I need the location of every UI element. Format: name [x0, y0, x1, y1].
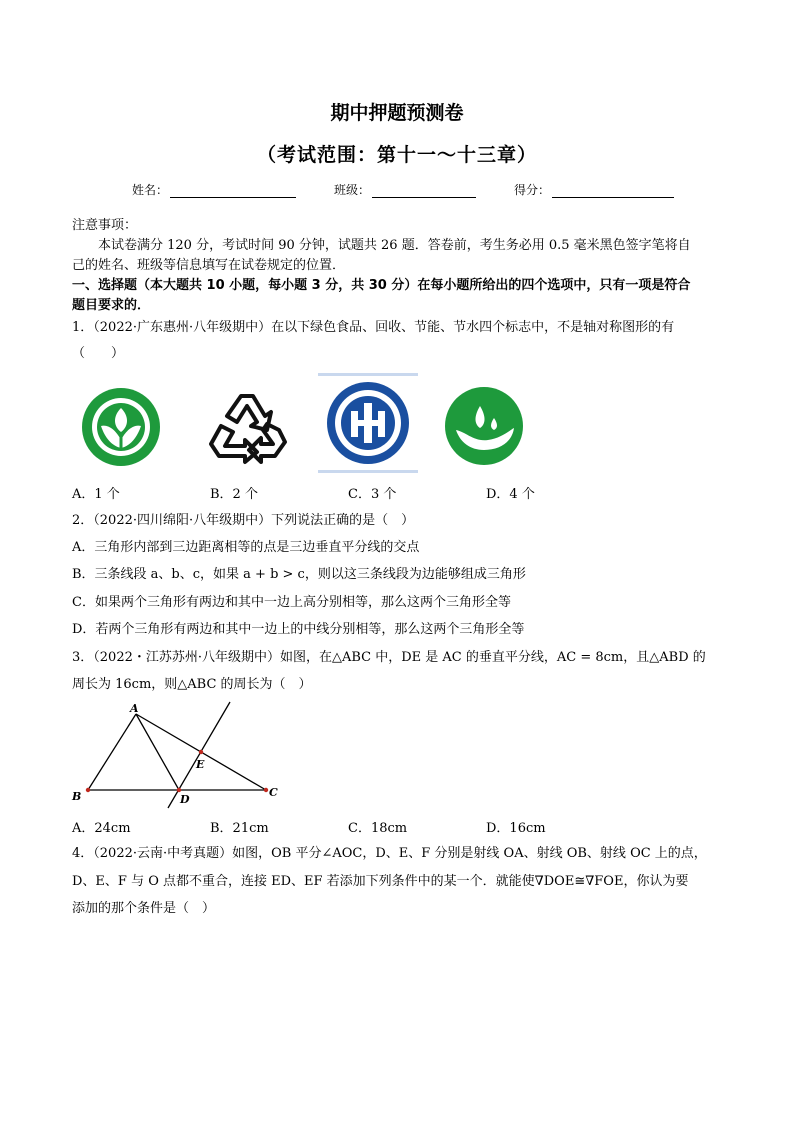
q3-line-1: 3．（2022・江苏苏州·八年级期中）如图，在△ABC 中，DE 是 AC 的垂直平分线，AC = 8cm，且△ABD 的	[72, 650, 706, 665]
notice-block	[72, 216, 727, 276]
section-heading	[72, 276, 727, 316]
name-field[interactable]	[132, 181, 296, 198]
q1-line-1: 1．（2022·广东惠州·八年级期中）在以下绿色食品、回收、节能、节水四个标志中，不是轴对称图形的有	[72, 320, 675, 335]
class-field[interactable]	[334, 181, 476, 198]
name-blank[interactable]	[170, 183, 296, 198]
q4-line-2: D、E、F 与 O 点都不重合，连接 ED、EF 若添加下列条件中的某一个．就能使∇DOE≅∇FOE，你认为要	[72, 874, 689, 889]
q2-option-c[interactable]: C．如果两个三角形有两边和其中一边上高分别相等，那么这两个三角形全等	[72, 595, 511, 610]
q3-option-a[interactable]: A．24cm	[72, 821, 131, 836]
energy-saving-logo-icon	[318, 373, 418, 473]
point-b	[86, 788, 90, 792]
label-b: B	[72, 790, 82, 803]
q2-option-a[interactable]: A．三角形内部到三边距离相等的点是三边垂直平分线的交点	[72, 540, 420, 555]
q4-line-3: 添加的那个条件是（ ）	[72, 901, 216, 916]
q2-option-d[interactable]: D．若两个三角形有两边和其中一边上的中线分别相等，那么这两个三角形全等	[72, 622, 525, 637]
segment-ad	[136, 714, 179, 790]
point-d	[177, 788, 181, 792]
page-subtitle: （考试范围：第十一～十三章）	[256, 144, 537, 166]
notice-line-2: 己的姓名、班级等信息填写在试卷规定的位置．	[72, 258, 346, 273]
q1-option-b[interactable]: B．2 个	[210, 487, 258, 502]
q3-line-2: 周长为 16cm，则△ABC 的周长为（ ）	[72, 677, 312, 692]
q2-option-b[interactable]: B．三条线段 a、b、c，如果 a + b > c，则以这三条线段为边能够组成三角形	[72, 567, 526, 582]
q2-stem: 2．（2022·四川绵阳·八年级期中）下列说法正确的是（ ）	[72, 513, 415, 528]
q3-triangle-figure	[70, 700, 285, 810]
label-e: E	[196, 758, 205, 771]
q3-options	[72, 817, 624, 836]
label-a: A	[130, 702, 139, 715]
segment-ab	[88, 714, 136, 790]
class-blank[interactable]	[372, 183, 476, 198]
q1-option-d[interactable]: D．4 个	[486, 487, 535, 502]
q1-option-c[interactable]: C．3 个	[348, 487, 397, 502]
page-title: 期中押题预测卷	[330, 102, 464, 124]
class-label: 班级：	[334, 183, 371, 197]
q1-option-a[interactable]: A．1 个	[72, 487, 120, 502]
section-line-2: 题目要求的．	[72, 298, 151, 313]
section-line-1: 一、选择题（本大题共 10 小题，每小题 3 分，共 30 分）在每小题所给出的四个选项中，只有一项是符合	[72, 278, 691, 293]
recycle-logo-icon	[205, 386, 289, 470]
perpendicular-bisector-de	[168, 702, 230, 808]
q4-line-1: 4．（2022·云南·中考真题）如图，OB 平分∠AOC，D、E、F 分别是射线 OA、射线 OB、射线 OC 上的点，	[72, 846, 707, 861]
q3-option-b[interactable]: B．21cm	[210, 821, 269, 836]
water-saving-logo-icon	[444, 386, 524, 466]
label-d: D	[180, 793, 190, 806]
name-label: 姓名：	[132, 183, 169, 197]
student-info-row	[132, 181, 712, 198]
notice-heading: 注意事项：	[72, 218, 138, 233]
q1-options	[72, 483, 624, 502]
score-blank[interactable]	[552, 183, 674, 198]
score-field[interactable]	[514, 181, 674, 198]
point-e	[199, 750, 203, 754]
q3-option-c[interactable]: C．18cm	[348, 821, 408, 836]
label-c: C	[269, 786, 278, 799]
q3-option-d[interactable]: D．16cm	[486, 821, 546, 836]
q1-line-2: （ ）	[72, 346, 125, 361]
score-label: 得分：	[514, 183, 551, 197]
green-food-logo-icon	[80, 386, 162, 468]
notice-line-1: 本试卷满分 120 分，考试时间 90 分钟，试题共 26 题．答卷前，考生务必用 0.5 毫米黑色签字笔将自	[98, 238, 691, 253]
point-c	[264, 788, 268, 792]
question-1	[72, 318, 727, 364]
